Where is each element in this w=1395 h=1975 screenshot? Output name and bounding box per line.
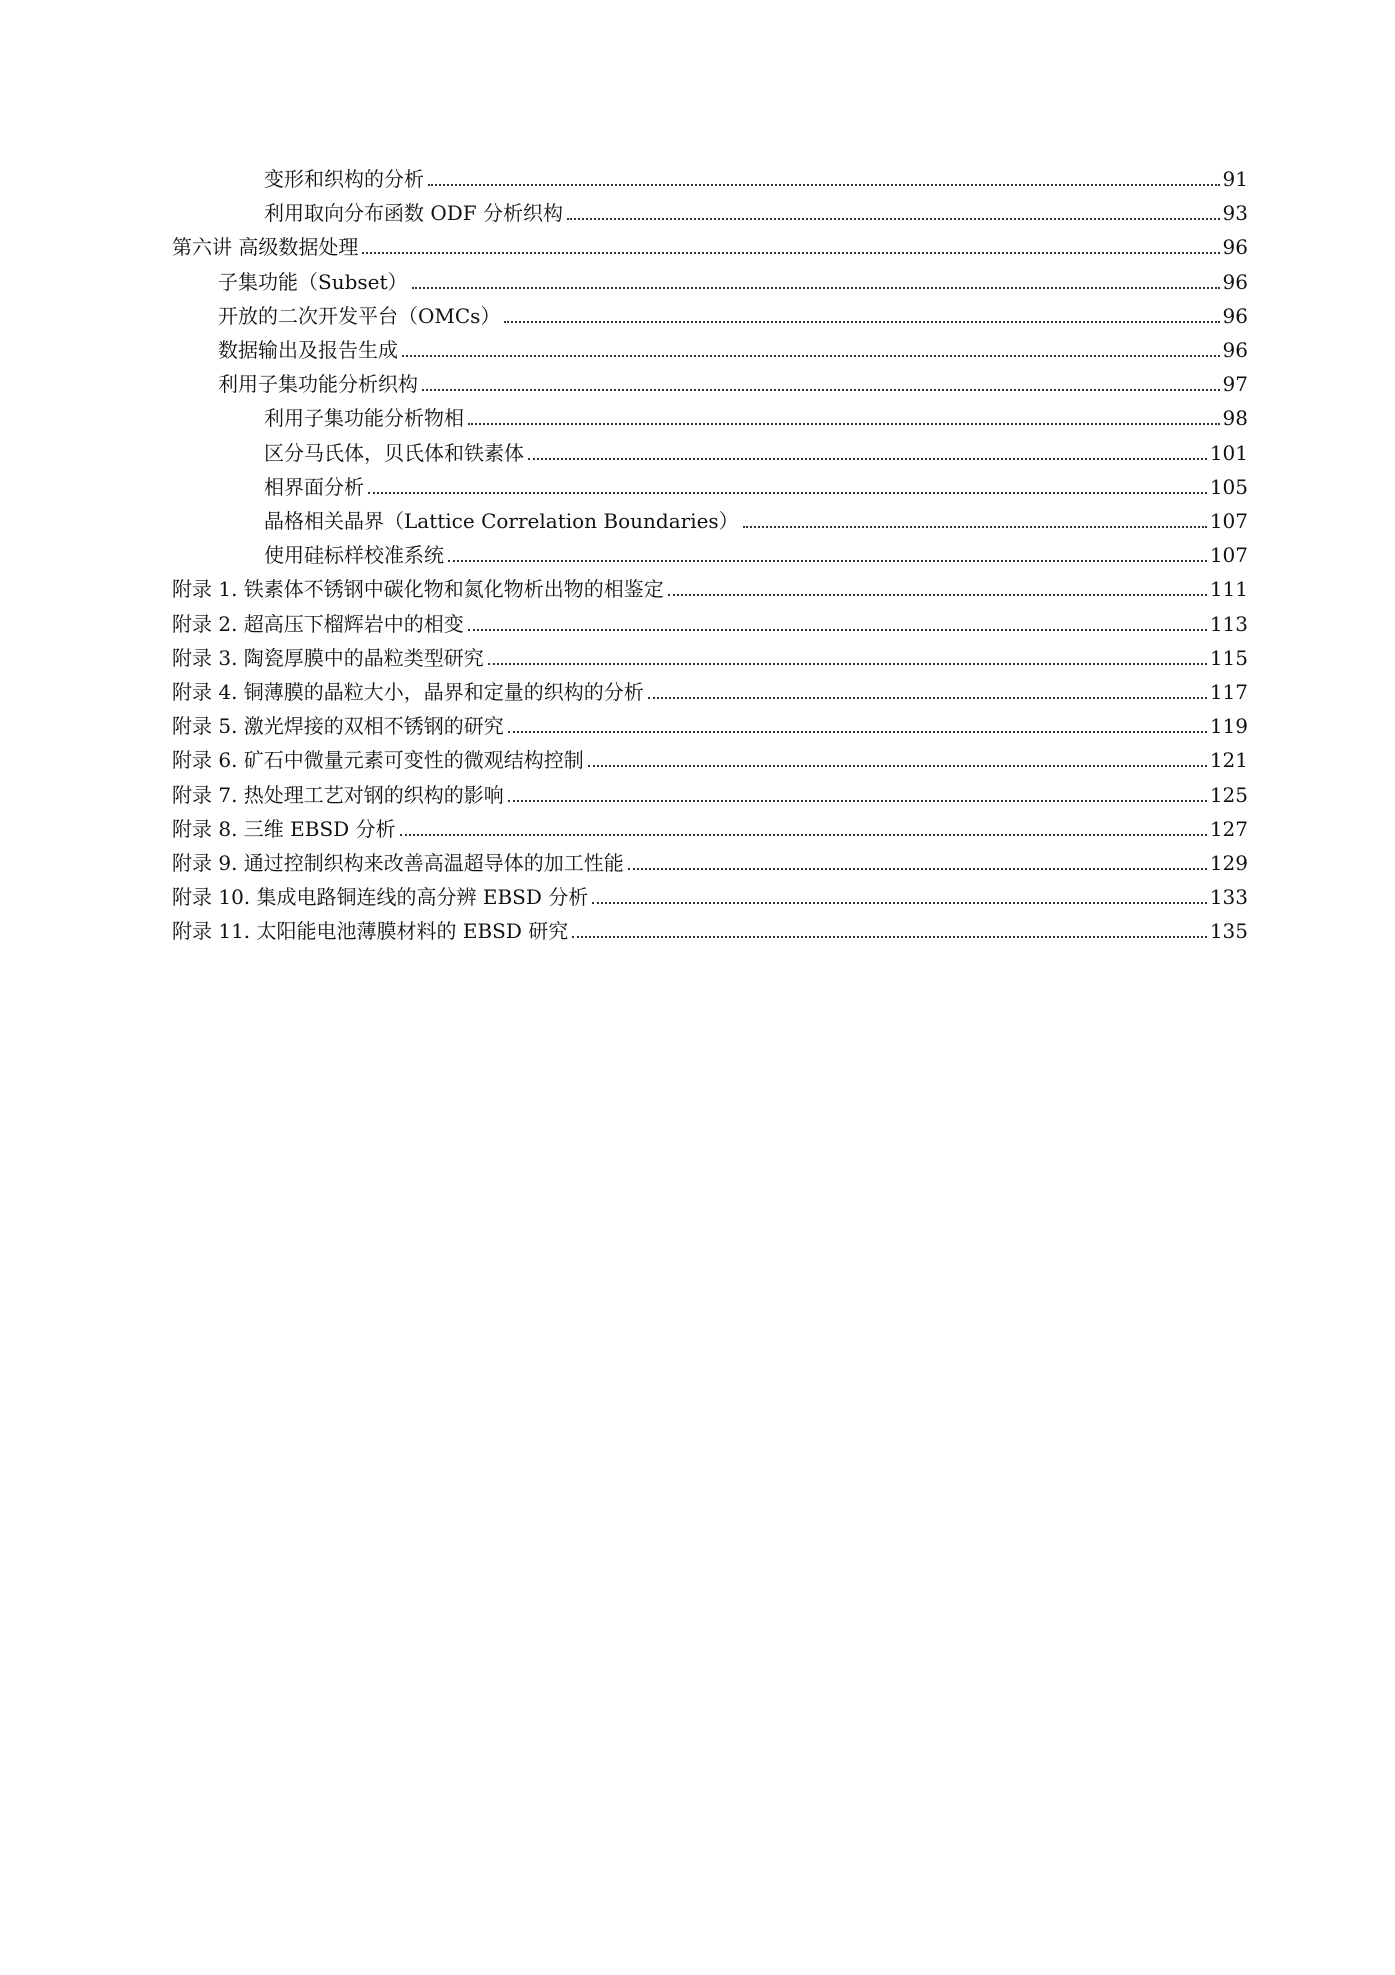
toc-dot-leader bbox=[508, 800, 1207, 802]
toc-entry-title: 区分马氏体，贝氏体和铁素体 bbox=[264, 441, 524, 465]
toc-entry[interactable] bbox=[172, 910, 1248, 944]
toc-entry-title: 附录 7. 热处理工艺对钢的织构的影响 bbox=[172, 783, 504, 807]
toc-entry-title: 第六讲 高级数据处理 bbox=[172, 235, 359, 259]
toc-entry[interactable] bbox=[264, 192, 1248, 226]
toc-entry[interactable] bbox=[172, 226, 1248, 260]
toc-entry-title: 附录 5. 激光焊接的双相不锈钢的研究 bbox=[172, 714, 504, 738]
toc-entry-page-number: 107 bbox=[1209, 509, 1248, 533]
toc-entry-title: 附录 9. 通过控制织构来改善高温超导体的加工性能 bbox=[172, 851, 624, 875]
toc-dot-leader bbox=[648, 697, 1207, 699]
toc-entry-page-number: 96 bbox=[1222, 235, 1248, 259]
toc-entry[interactable] bbox=[218, 363, 1248, 397]
toc-entry-title: 相界面分析 bbox=[264, 475, 364, 499]
toc-entry-title: 附录 4. 铜薄膜的晶粒大小，晶界和定量的织构的分析 bbox=[172, 680, 644, 704]
toc-entry-title: 利用取向分布函数 ODF 分析织构 bbox=[264, 201, 564, 225]
toc-entry[interactable] bbox=[218, 295, 1248, 329]
toc-entry[interactable] bbox=[172, 705, 1248, 739]
toc-entry-page-number: 96 bbox=[1222, 338, 1248, 362]
toc-entry-page-number: 113 bbox=[1209, 612, 1248, 636]
toc-entry[interactable] bbox=[172, 739, 1248, 773]
toc-entry-page-number: 96 bbox=[1222, 304, 1248, 328]
toc-entry-title: 附录 11. 太阳能电池薄膜材料的 EBSD 研究 bbox=[172, 919, 569, 943]
toc-entry-title: 晶格相关晶界（Lattice Correlation Boundaries） bbox=[264, 509, 739, 533]
toc-dot-leader bbox=[400, 834, 1207, 836]
toc-dot-leader bbox=[743, 526, 1207, 528]
toc-entry-title: 附录 1. 铁素体不锈钢中碳化物和氮化物析出物的相鉴定 bbox=[172, 577, 664, 601]
toc-entry-title: 附录 6. 矿石中微量元素可变性的微观结构控制 bbox=[172, 748, 584, 772]
toc-entry-page-number: 117 bbox=[1209, 680, 1248, 704]
toc-entry-title: 开放的二次开发平台（OMCs） bbox=[218, 304, 501, 328]
toc-dot-leader bbox=[368, 492, 1207, 494]
toc-entry-title: 附录 2. 超高压下榴辉岩中的相变 bbox=[172, 612, 464, 636]
toc-entry-title: 数据输出及报告生成 bbox=[218, 338, 398, 362]
toc-dot-leader bbox=[448, 560, 1207, 562]
toc-entry[interactable] bbox=[172, 808, 1248, 842]
toc-entry[interactable] bbox=[172, 876, 1248, 910]
toc-entry[interactable] bbox=[264, 158, 1248, 192]
toc-dot-leader bbox=[402, 355, 1220, 357]
toc-entry[interactable] bbox=[172, 603, 1248, 637]
toc-entry-page-number: 91 bbox=[1222, 167, 1248, 191]
toc-entry-page-number: 129 bbox=[1209, 851, 1248, 875]
toc-entry-page-number: 119 bbox=[1209, 714, 1248, 738]
toc-entry-title: 附录 8. 三维 EBSD 分析 bbox=[172, 817, 396, 841]
toc-dot-leader bbox=[504, 321, 1219, 323]
toc-entry-page-number: 115 bbox=[1209, 646, 1248, 670]
toc-entry[interactable] bbox=[172, 842, 1248, 876]
toc-entry-page-number: 125 bbox=[1209, 783, 1248, 807]
toc-entry[interactable] bbox=[172, 774, 1248, 808]
toc-entry[interactable] bbox=[172, 671, 1248, 705]
toc-entry[interactable] bbox=[264, 397, 1248, 431]
toc-entry[interactable] bbox=[264, 432, 1248, 466]
toc-entry-title: 附录 3. 陶瓷厚膜中的晶粒类型研究 bbox=[172, 646, 484, 670]
toc-entry-title: 附录 10. 集成电路铜连线的高分辨 EBSD 分析 bbox=[172, 885, 589, 909]
toc-dot-leader bbox=[468, 629, 1207, 631]
toc-entry-title: 使用硅标样校准系统 bbox=[264, 543, 444, 567]
toc-entry-page-number: 101 bbox=[1209, 441, 1248, 465]
toc-entry-page-number: 127 bbox=[1209, 817, 1248, 841]
toc-entry-page-number: 133 bbox=[1209, 885, 1248, 909]
toc-entry[interactable] bbox=[264, 466, 1248, 500]
toc-entry-page-number: 105 bbox=[1209, 475, 1248, 499]
toc-entry-page-number: 107 bbox=[1209, 543, 1248, 567]
toc-entry[interactable] bbox=[264, 500, 1248, 534]
toc-entry-title: 利用子集功能分析物相 bbox=[264, 406, 464, 430]
toc-entry-page-number: 121 bbox=[1209, 748, 1248, 772]
toc-dot-leader bbox=[628, 868, 1207, 870]
toc-entry[interactable] bbox=[172, 637, 1248, 671]
toc-entry[interactable] bbox=[264, 534, 1248, 568]
toc-dot-leader bbox=[412, 287, 1220, 289]
toc-dot-leader bbox=[592, 902, 1207, 904]
toc-entry[interactable] bbox=[218, 261, 1248, 295]
toc-entry-page-number: 97 bbox=[1222, 372, 1248, 396]
toc-dot-leader bbox=[572, 936, 1207, 938]
toc-entry[interactable] bbox=[172, 568, 1248, 602]
toc-entry-page-number: 93 bbox=[1222, 201, 1248, 225]
toc-dot-leader bbox=[428, 184, 1220, 186]
toc-entry-page-number: 111 bbox=[1209, 577, 1248, 601]
toc-entry-title: 子集功能（Subset） bbox=[218, 270, 408, 294]
toc-dot-leader bbox=[362, 252, 1219, 254]
toc-entry-page-number: 135 bbox=[1209, 919, 1248, 943]
toc-dot-leader bbox=[588, 765, 1207, 767]
toc-dot-leader bbox=[488, 663, 1207, 665]
toc-dot-leader bbox=[668, 594, 1207, 596]
toc-dot-leader bbox=[422, 389, 1220, 391]
toc-entry-page-number: 96 bbox=[1222, 270, 1248, 294]
toc-entry-title: 变形和织构的分析 bbox=[264, 167, 424, 191]
toc-dot-leader bbox=[508, 731, 1207, 733]
toc-dot-leader bbox=[567, 218, 1220, 220]
toc-dot-leader bbox=[468, 423, 1220, 425]
toc-dot-leader bbox=[528, 458, 1207, 460]
toc-entry-title: 利用子集功能分析织构 bbox=[218, 372, 418, 396]
toc-entry-page-number: 98 bbox=[1222, 406, 1248, 430]
toc-entry[interactable] bbox=[218, 329, 1248, 363]
